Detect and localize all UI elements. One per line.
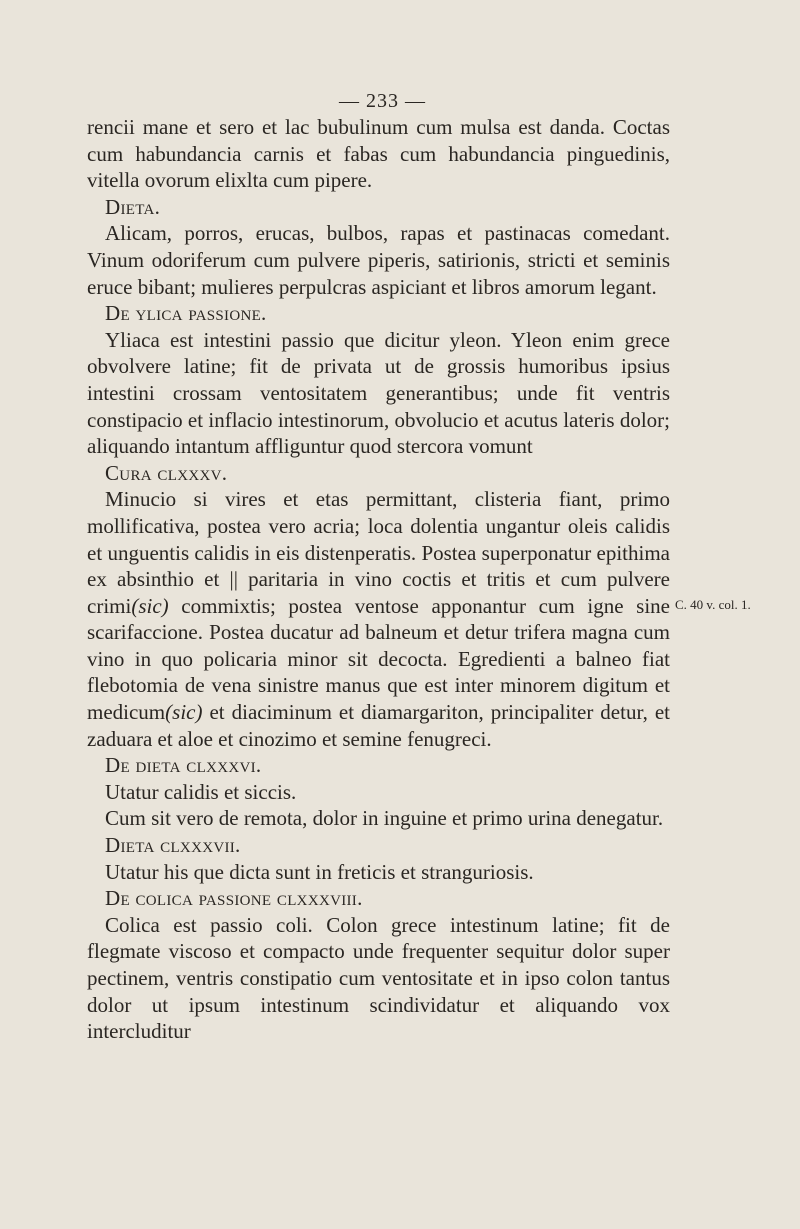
paragraph-3: Yliaca est intestini passio que dicitur yleon. Yleon enim grece obvolvere latine; fit de privata ut de grossis humoribus ipsius intestini crossam ventositatem generantibus; unde fit ventris constipacio et inflacio intestinorum, obvolucio et acutus lateris dolor; aliquando intantum affliguntur quod stercora vomunt <box>87 327 670 459</box>
sic-note-2: (sic) <box>165 700 203 725</box>
paragraph-7: Utatur his que dicta sunt in freticis et stranguriosis. <box>105 859 534 884</box>
page-number: — 233 — <box>339 90 426 112</box>
heading-dieta-clxxxvii: Dieta clxxxvii. <box>105 833 241 858</box>
heading-de-ylica-passione: De ylica passione. <box>105 301 267 326</box>
body-text <box>87 114 670 1045</box>
heading-dieta: Dieta. <box>105 194 161 219</box>
paragraph-4-part-2: commixtis; postea ventose apponantur cum igne sine scarifaccione. Postea ducatur ad balneum et detur trifera magna cum vino in quo policaria minor sit decocta. Egredienti a balneo fiat flebotomia de vena sinistre manus que est inter minorem digitum et medicum <box>87 593 670 725</box>
paragraph-2: Alicam, porros, erucas, bulbos, rapas et pastinacas comedant. Vinum odoriferum cum pulvere piperis, satirionis, stricti et seminis eruce bibant; mulieres perpulcras aspiciant et libros amorum legant. <box>87 221 670 299</box>
paragraph-5: Utatur calidis et siccis. <box>105 779 297 804</box>
margin-note: C. 40 v. col. 1. <box>675 597 751 612</box>
heading-de-colica-passione: De colica passione clxxxviii. <box>105 886 363 911</box>
paragraph-6: Cum sit vero de remota, dolor in inguine et primo urina denegatur. <box>105 806 664 831</box>
paragraph-4-part-3: et diaciminum et diamargariton, principaliter detur, et zaduara et aloe et cinozimo et semine fenugreci. <box>87 700 670 751</box>
sic-note-1: (sic) <box>131 593 169 618</box>
paragraph-4-part-1: Minucio si vires et etas permittant, clisteria fiant, primo mollificativa, postea vero acria; loca dolentia ungantur oleis calidis et unguentis calidis in eis distenperatis. Postea superponatur epithima ex absinthio et || paritaria in vino coctis et tritis et cum pulvere crimi <box>87 487 670 618</box>
heading-de-dieta-clxxxvi: De dieta clxxxvi. <box>105 753 262 778</box>
heading-cura-clxxxv: Cura clxxxv. <box>105 460 228 485</box>
paragraph-4 <box>87 486 670 752</box>
paragraph-8: Colica est passio coli. Colon grece intestinum latine; fit de flegmate viscoso et compacto unde frequenter sequitur dolor super pectinem, ventris constipatio cum ventositate et in ipso colon tantus dolor ut ipsum intestinum scindividatur et aliquando vox intercluditur <box>87 912 670 1044</box>
paragraph-1: rencii mane et sero et lac bubulinum cum mulsa est danda. Coctas cum habundancia carnis et fabas cum habundancia pinguedinis, vitella ovorum elixlta cum pipere. <box>87 115 670 193</box>
